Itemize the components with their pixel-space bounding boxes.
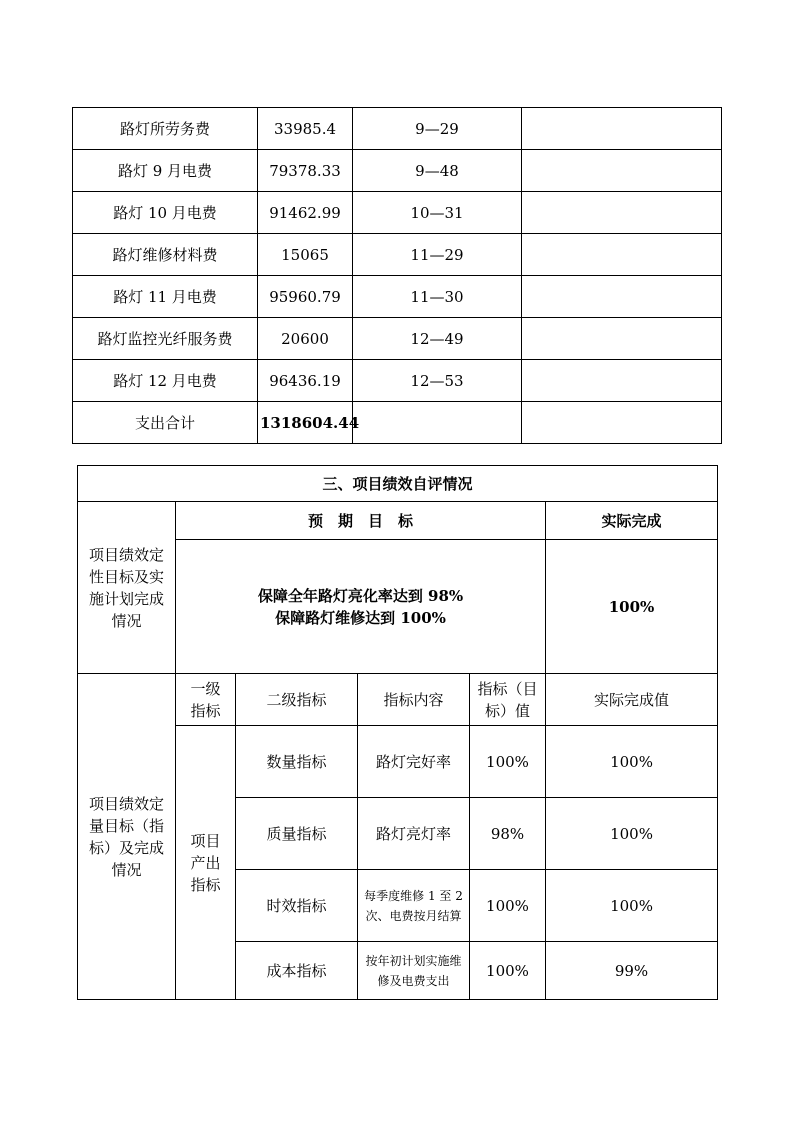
goal-header-row: [78, 502, 718, 540]
actual-completion-value: 100%: [546, 540, 718, 674]
expense-item: 路灯维修材料费: [73, 234, 258, 276]
empty-cell: [353, 402, 522, 444]
voucher-number: 12—49: [353, 318, 522, 360]
expense-note: [522, 360, 722, 402]
level2-indicator: 成本指标: [236, 942, 358, 1000]
expense-item: 路灯 9 月电费: [73, 150, 258, 192]
section-title: 三、项目绩效自评情况: [78, 466, 718, 502]
level1-value: 项目 产出 指标: [176, 726, 236, 1000]
expense-note: [522, 318, 722, 360]
table-row: [73, 234, 722, 276]
expense-amount: 15065: [258, 234, 353, 276]
expense-amount: 20600: [258, 318, 353, 360]
indicator-header-row: [78, 674, 718, 726]
expected-goal-content: [176, 540, 546, 674]
section-title-row: [78, 466, 718, 502]
target-value: 100%: [470, 870, 546, 942]
target-value: 100%: [470, 942, 546, 1000]
voucher-number: 11—30: [353, 276, 522, 318]
table-row: [73, 150, 722, 192]
level2-header: 二级指标: [236, 674, 358, 726]
expense-note: [522, 192, 722, 234]
actual-value: 99%: [546, 942, 718, 1000]
target-value: 98%: [470, 798, 546, 870]
level2-indicator: 质量指标: [236, 798, 358, 870]
voucher-number: 9—48: [353, 150, 522, 192]
quantitative-target-label: 项目绩效定 量目标（指 标）及完成 情况: [78, 674, 176, 1000]
expense-item: 路灯 10 月电费: [73, 192, 258, 234]
actual-header: 实际完成值: [546, 674, 718, 726]
expense-amount: 33985.4: [258, 108, 353, 150]
indicator-content: 路灯完好率: [358, 726, 470, 798]
evaluation-table: [77, 465, 718, 1000]
actual-value: 100%: [546, 726, 718, 798]
total-amount: 1318604.44: [258, 402, 353, 444]
expense-item: 路灯 11 月电费: [73, 276, 258, 318]
level1-header: 一级 指标: [176, 674, 236, 726]
indicator-content: 路灯亮灯率: [358, 798, 470, 870]
goal-line: 保障路灯维修达到 100%: [275, 608, 446, 627]
table-row: [73, 318, 722, 360]
expense-note: [522, 234, 722, 276]
actual-value: 100%: [546, 798, 718, 870]
indicator-content: 按年初计划实施维 修及电费支出: [358, 942, 470, 1000]
goal-line: 保障全年路灯亮化率达到 98%: [257, 586, 464, 605]
expense-item: 路灯监控光纤服务费: [73, 318, 258, 360]
expense-amount: 95960.79: [258, 276, 353, 318]
qualitative-target-label: 项目绩效定 性目标及实 施计划完成 情况: [78, 502, 176, 674]
content-header: 指标内容: [358, 674, 470, 726]
actual-value: 100%: [546, 870, 718, 942]
total-label: 支出合计: [73, 402, 258, 444]
expense-table: [72, 107, 722, 444]
expense-amount: 79378.33: [258, 150, 353, 192]
voucher-number: 10—31: [353, 192, 522, 234]
target-header: 指标（目 标）值: [470, 674, 546, 726]
expense-note: [522, 150, 722, 192]
table-row: [73, 276, 722, 318]
expense-amount: 91462.99: [258, 192, 353, 234]
expense-item: 路灯所劳务费: [73, 108, 258, 150]
voucher-number: 12—53: [353, 360, 522, 402]
table-row: [73, 108, 722, 150]
expected-goal-header: 预 期 目 标: [176, 502, 546, 540]
voucher-number: 9—29: [353, 108, 522, 150]
expense-amount: 96436.19: [258, 360, 353, 402]
expense-item: 路灯 12 月电费: [73, 360, 258, 402]
indicator-content: 每季度维修 1 至 2 次、电费按月结算: [358, 870, 470, 942]
table-row: [73, 360, 722, 402]
empty-cell: [522, 402, 722, 444]
level2-indicator: 时效指标: [236, 870, 358, 942]
target-value: 100%: [470, 726, 546, 798]
table-row: [73, 192, 722, 234]
level2-indicator: 数量指标: [236, 726, 358, 798]
voucher-number: 11—29: [353, 234, 522, 276]
expense-note: [522, 276, 722, 318]
actual-completion-header: 实际完成: [546, 502, 718, 540]
total-row: [73, 402, 722, 444]
expense-note: [522, 108, 722, 150]
